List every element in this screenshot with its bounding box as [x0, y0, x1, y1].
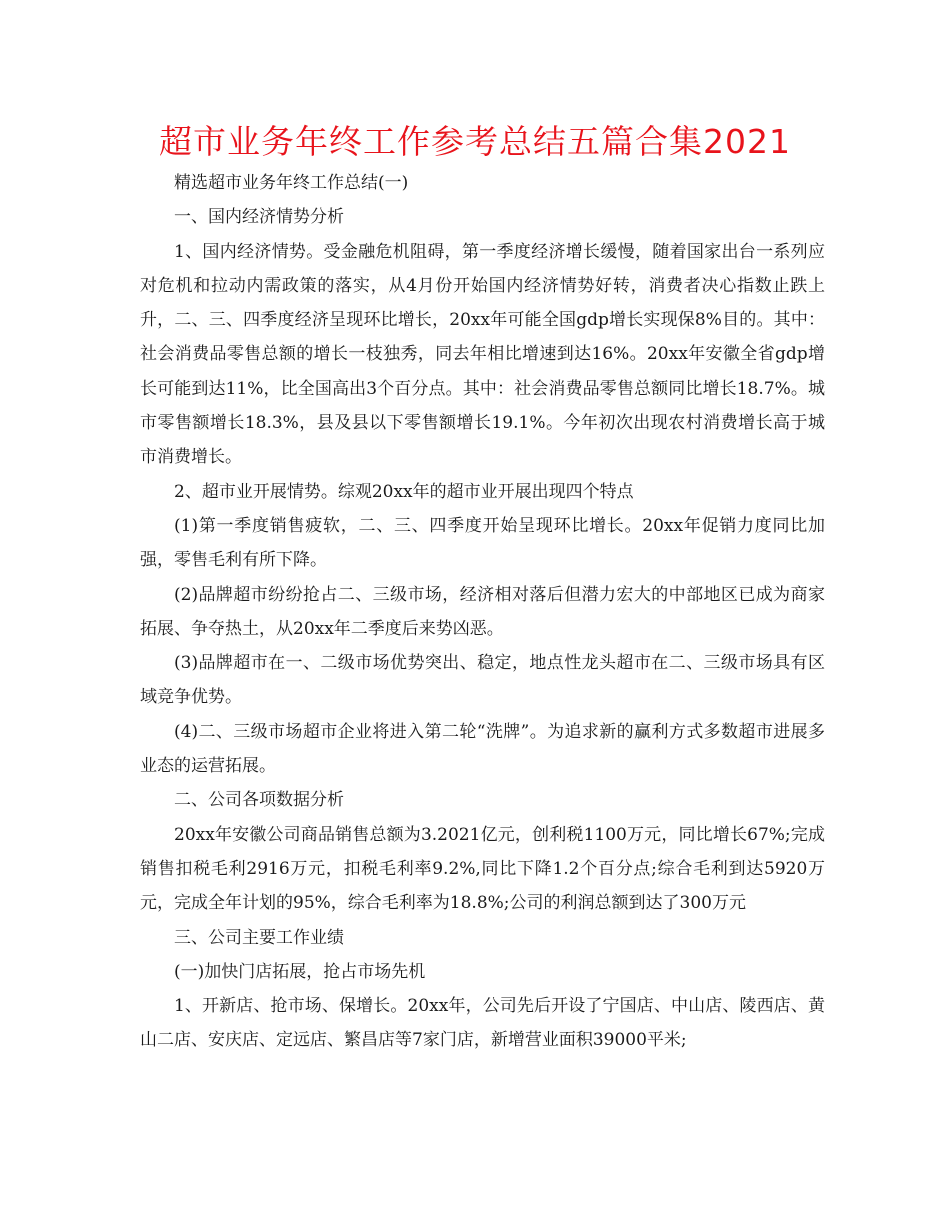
document-body	[140, 166, 825, 1058]
paragraph-heading-data: 二、公司各项数据分析	[174, 790, 344, 811]
paragraph-point-3: (3)品牌超市在一、二级市场优势突出、稳定，地点性龙头超市在二、三级市场具有区域竞争优势。	[140, 653, 825, 708]
paragraph-industry: 2、超市业开展情势。综观20xx年的超市业开展出现四个特点	[174, 481, 634, 502]
paragraph-data: 20xx年安徽公司商品销售总额为3.2021亿元，创利税1100万元，同比增长67%;完成销售扣税毛利2916万元，扣税毛利率9.2%,同比下降1.2个百分点;综合毛利到达5920万元，完成全年计划的95%，综合毛利率为18.8%;公司的利润总额到达了300万元	[140, 824, 825, 914]
paragraph-subtitle: 精选超市业务年终工作总结(一)	[174, 173, 409, 193]
paragraph-stores: 1、开新店、抢市场、保增长。20xx年，公司先后开设了宁国店、中山店、陵西店、黄山二店、安庆店、定远店、繁昌店等7家门店，新增营业面积39000平米;	[140, 996, 825, 1051]
paragraph-point-1: (1)第一季度销售疲软，二、三、四季度开始呈现环比增长。20xx年促销力度同比加强，零售毛利有所下降。	[140, 515, 825, 571]
paragraph-heading-economy: 一、国内经济情势分析	[174, 207, 344, 228]
paragraph-subheading-stores: (一)加快门店拓展，抢占市场先机	[174, 961, 426, 982]
paragraph-point-2: (2)品牌超市纷纷抢占二、三级市场，经济相对落后但潜力宏大的中部地区已成为商家拓展、争夺热土，从20xx年二季度后来势凶恶。	[140, 584, 825, 639]
paragraph-point-4: (4)二、三级市场超市企业将进入第二轮“洗牌”。为追求新的赢利方式多数超市进展多业态的运营拓展。	[140, 721, 825, 777]
paragraph-heading-achievements: 三、公司主要工作业绩	[174, 927, 344, 948]
paragraph-economy: 1、国内经济情势。受金融危机阻碍，第一季度经济增长缓慢，随着国家出台一系列应对危机和拉动内需政策的落实，从4月份开始国内经济情势好转，消费者决心指数止跌上升，二、三、四季度经济呈现环比增长，20xx年可能全国gdp增长实现保8%目的。其中：社会消费品零售总额的增长一枝独秀，同去年相比增速到达16%。20xx年安徽全省gdp增长可能到达11%，比全国高出3个百分点。其中：社会消费品零售总额同比增长18.7%。城市零售额增长18.3%，县及县以下零售额增长19.1%。今年初次出现农村消费增长高于城市消费增长。	[140, 241, 825, 468]
document-title: 超市业务年终工作参考总结五篇合集2021	[159, 122, 791, 161]
